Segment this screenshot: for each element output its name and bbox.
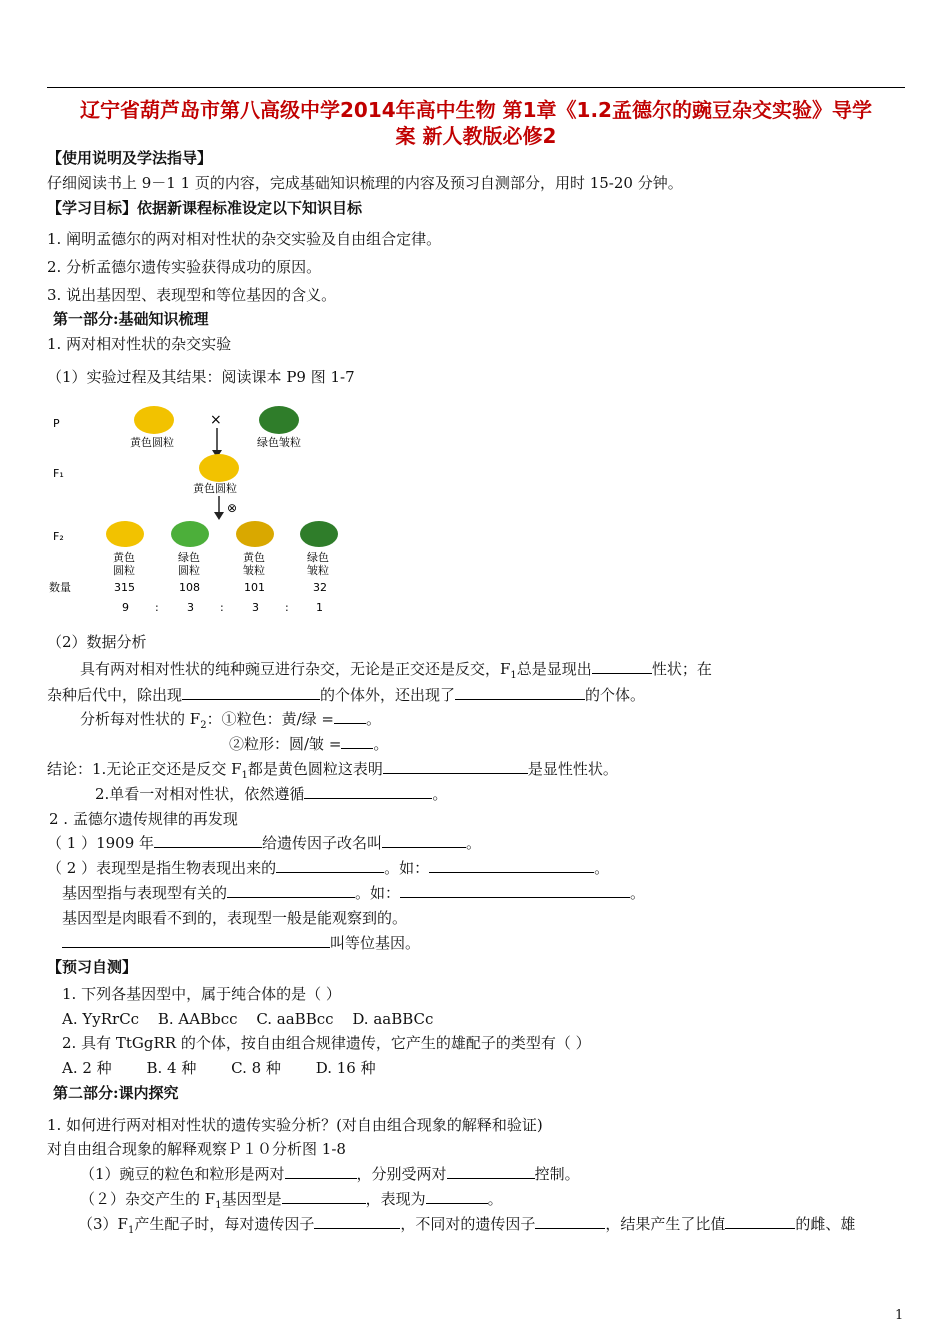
pretest-heading: 【预习自测】 [47,958,138,976]
goal-item: 2. 分析孟德尔遗传实验获得成功的原因。 [47,258,322,276]
blank-field[interactable] [62,933,330,948]
blank-field[interactable] [455,685,585,700]
p-left-label: 黄色圆粒 [130,436,174,449]
blank-field[interactable] [227,883,355,898]
row-label-p: P [53,417,60,430]
blank-field[interactable] [282,1189,366,1204]
blank-field[interactable] [400,883,630,898]
section2-line: 基因型指与表现型有关的 。如： 。 [62,884,646,902]
section2-title: 2 . 孟德尔遗传规律的再发现 [49,810,238,828]
blank-field[interactable] [535,1214,605,1229]
analysis-line: 杂种后代中，除出现 的个体外，还出现了 的个体。 [47,686,646,704]
conclusion-line: 结论：1.无论正交还是反交 $F_1$都是黄色圆粒这表明 是显性性状。 [47,760,618,781]
blank-field[interactable] [304,784,432,799]
blank-field[interactable] [276,858,384,873]
f2-label: 绿色 [307,551,329,564]
f2-ratio: 1 [316,601,323,614]
f2-ratio: 3 [187,601,194,614]
option[interactable]: B. 4 种 [146,1059,197,1077]
arrow-head-icon [214,512,224,520]
f2-label: 绿色 [178,551,200,564]
blank-field[interactable] [154,833,262,848]
data-analysis-heading: （2）数据分析 [47,633,147,651]
inquiry-line: $(3)F_1$产生配子时，每对遗传因子 ，不同对的遗传因子 ，结果产生了比值 的雌、雄 [78,1215,856,1236]
ratio-colon: : [155,601,159,614]
option[interactable]: D. 16 种 [315,1059,376,1077]
f2-label: 圆粒 [113,564,135,577]
part1-heading: 第一部分:基础知识梳理 [53,310,209,328]
f1-pea-icon [199,454,239,482]
p-right-label: 绿色皱粒 [257,436,301,449]
blank-field[interactable] [341,734,373,749]
inquiry-question: 1. 如何进行两对相对性状的遗传实验分析？(对自由组合现象的解释和验证) [47,1116,543,1134]
analysis-line: 具有两对相对性状的纯种豌豆进行杂交，无论是正交还是反交，$F_1$总是显现出 性状；在 [80,660,712,681]
section2-line: （ 2 ）表现型是指生物表现出来的 。如： 。 [47,859,610,877]
conclusion-line: 2.单看一对相对性状，依然遵循 。 [95,785,448,803]
section2-line: 基因型是肉眼看不到的，表现型一般是能观察到的。 [62,909,408,927]
blank-field[interactable] [592,659,652,674]
option[interactable]: C. aaBBcc [256,1010,334,1028]
blank-field[interactable] [383,759,528,774]
document-title-line1: 辽宁省葫芦岛市第八高级中学2014年高中生物 第1章《1.2孟德尔的豌豆杂交实验》导学 [80,98,872,122]
pea-cross-diagram [47,400,357,620]
yellow-round-pea-icon [134,406,174,434]
goal-item: 1. 阐明孟德尔的两对相对性状的杂交实验及自由组合定律。 [47,230,442,248]
blank-field[interactable] [334,709,366,724]
green-wrinkled-pea-icon [259,406,299,434]
f2-pea-icon [171,521,209,547]
f2-ratio: 9 [122,601,129,614]
goal-item: 3. 说出基因型、表现型和等位基因的含义。 [47,286,337,304]
blank-field[interactable] [429,858,594,873]
analysis-line: ②粒形：圆/皱 = 。 [229,735,389,753]
section2-line: （ 1 ）1909 年 给遗传因子改名叫 。 [47,834,482,852]
goals-heading: 【学习目标】依据新课程标准设定以下知识目标 [47,199,363,217]
blank-field[interactable] [426,1189,488,1204]
option[interactable]: B. AABbcc [157,1010,238,1028]
f2-ratio: 3 [252,601,259,614]
f2-label: 黄色 [243,551,265,564]
option[interactable]: D. aaBBCc [352,1010,434,1028]
cross-symbol: × [210,412,222,428]
f2-label: 圆粒 [178,564,200,577]
f2-label: 皱粒 [307,564,329,577]
row-label-f2: F₂ [53,530,64,543]
pretest-question: 1. 下列各基因型中，属于纯合体的是（ ） [62,985,341,1003]
blank-field[interactable] [447,1164,535,1179]
blank-field[interactable] [285,1164,357,1179]
pretest-question: 2. 具有 TtGgRR 的个体，按自由组合规律遗传，它产生的雄配子的类型有（ ） [62,1034,591,1052]
option[interactable]: A. YyRrCc [62,1010,140,1028]
inquiry-line: （1）豌豆的粒色和粒形是两对 ，分别受两对 控制。 [80,1165,580,1183]
blank-field[interactable] [182,685,320,700]
f2-pea-icon [236,521,274,547]
self-symbol: ⊗ [227,501,238,515]
header-rule [47,87,905,88]
f2-pea-icon [300,521,338,547]
page-number: 1 [895,1308,904,1323]
option[interactable]: A. 2 种 [62,1059,112,1077]
usage-heading: 【使用说明及学法指导】 [47,149,213,167]
f1-label: 黄色圆粒 [193,482,237,495]
section1-title: 1. 两对相对性状的杂交实验 [47,335,232,353]
document-title-line2: 案 新人教版必修2 [395,124,557,148]
row-label-count: 数量 [49,581,71,594]
ratio-colon: : [220,601,224,614]
row-label-f1: F₁ [53,467,64,480]
figure-caption: （1）实验过程及其结果：阅读课本 P9 图 1-7 [47,368,355,386]
pretest-options [62,1009,433,1029]
f2-count: 108 [179,581,200,594]
inquiry-observe: 对自由组合现象的解释观察Ｐ１０分析图 1-8 [47,1140,346,1158]
f2-label: 皱粒 [243,564,265,577]
f2-pea-icon [106,521,144,547]
inquiry-line: （２）杂交产生的 $F_1$基因型是 ，表现为 。 [80,1190,503,1211]
f2-label: 黄色 [113,551,135,564]
usage-text: 仔细阅读书上 9－1 1 页的内容，完成基础知识梳理的内容及预习自测部分，用时 15-20 分钟。 [47,174,683,192]
f2-count: 32 [313,581,327,594]
blank-field[interactable] [314,1214,400,1229]
option[interactable]: C. 8 种 [231,1059,281,1077]
analysis-line: 分析每对性状的 $F_2$：①粒色：黄/绿 = 。 [80,710,381,731]
blank-field[interactable] [725,1214,795,1229]
section2-line: 叫等位基因。 [62,933,420,953]
blank-field[interactable] [382,833,466,848]
f2-count: 101 [244,581,265,594]
pretest-options [62,1058,376,1078]
part2-heading: 第二部分:课内探究 [53,1084,179,1102]
ratio-colon: : [285,601,289,614]
f2-count: 315 [114,581,135,594]
